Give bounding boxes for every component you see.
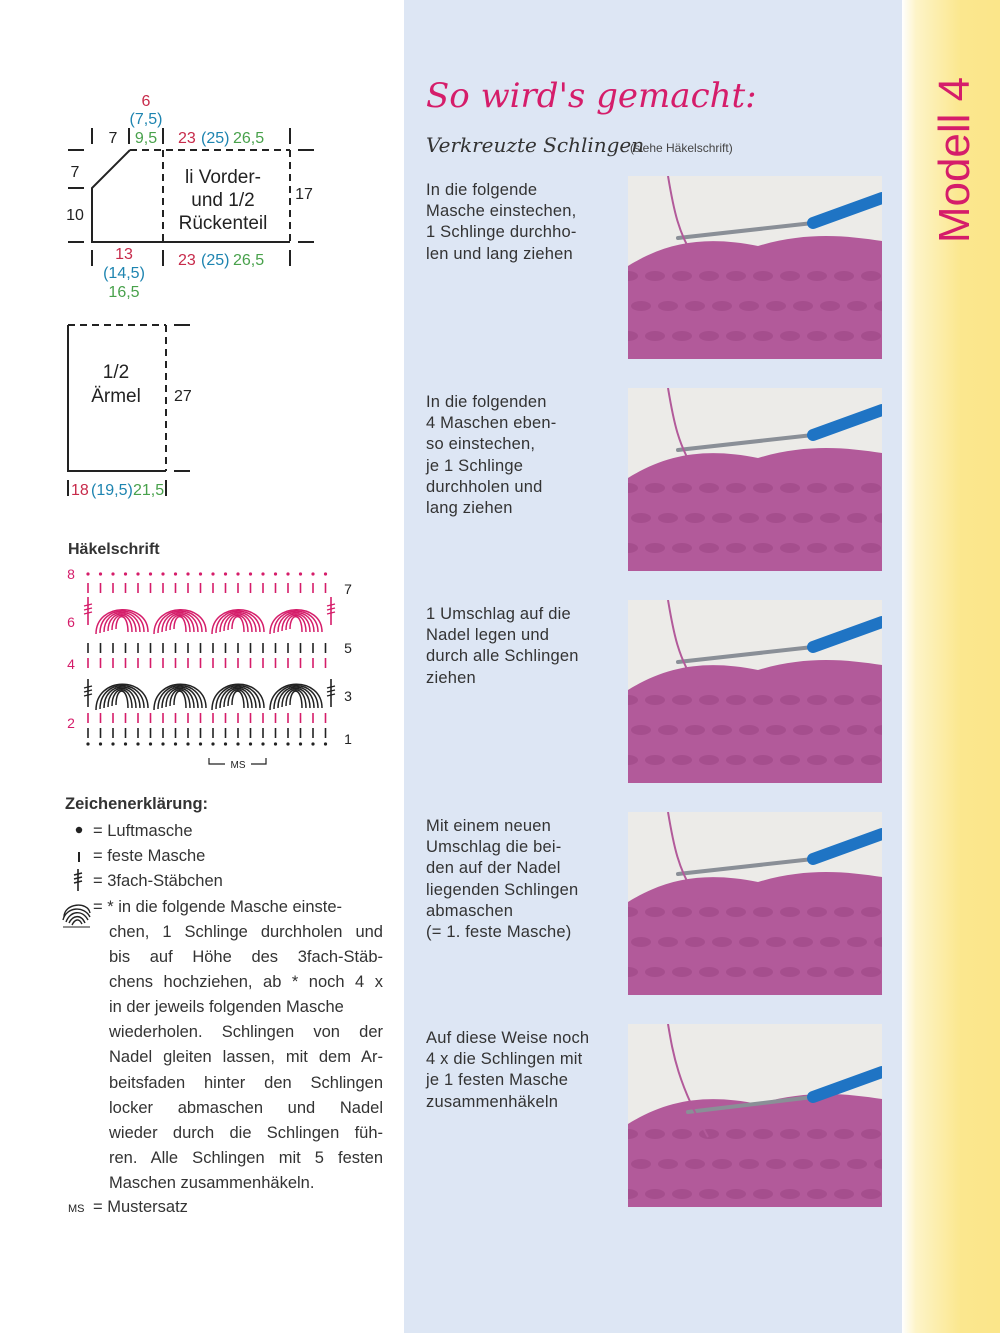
legend-loop-line: chens hochziehen, ab * noch 4 x: [109, 973, 383, 992]
chain-stitch: [274, 742, 277, 745]
chain-stitch: [236, 572, 239, 575]
triple-treble-bar: [327, 608, 335, 610]
chain-stitch: [199, 742, 202, 745]
step-line: Masche einstechen,: [426, 202, 577, 221]
chain-stitch: [161, 572, 164, 575]
size-label: 16,5: [108, 284, 140, 301]
step-line: ziehen: [426, 668, 476, 687]
triple-treble-bar: [84, 604, 92, 606]
chain-stitch: [211, 572, 214, 575]
row-number: 4: [67, 656, 75, 672]
piece-label: Rückenteil: [178, 213, 268, 234]
triple-treble-bar: [84, 690, 92, 692]
chain-stitch: [274, 572, 277, 575]
step-2-text: [426, 392, 621, 519]
legend-loop-line: in der jeweils folgenden Masche: [109, 998, 344, 1017]
chain-stitch: [186, 742, 189, 745]
chain-stitch: [324, 742, 327, 745]
chain-stitch: [261, 572, 264, 575]
size-label: (25): [201, 252, 230, 269]
instructions-subheading-note: (siehe Häkelschrift): [630, 141, 733, 155]
loop-cluster-strand: [290, 617, 302, 632]
loop-cluster-strand: [228, 615, 248, 632]
loop-cluster-strand: [174, 617, 186, 632]
legend-loop-line: Nadel gleiten lassen, mit dem Ar-: [109, 1048, 383, 1067]
step-3-text: [426, 604, 621, 689]
step-line: (= 1. feste Masche): [426, 923, 572, 942]
chain-stitch: [286, 572, 289, 575]
chain-stitch: [261, 742, 264, 745]
chain-stitch: [111, 572, 114, 575]
step-1-text: [426, 180, 621, 265]
model-label-text: Modell 4: [930, 76, 979, 244]
crochet-chart: [60, 562, 360, 777]
loop-cluster-strand: [286, 690, 306, 708]
step-line: 4 x die Schlingen mit: [426, 1050, 583, 1069]
row-number: 6: [67, 614, 75, 630]
chain-stitch: [86, 742, 89, 745]
size-label: 13: [115, 246, 133, 263]
row-number: 8: [67, 566, 75, 582]
size-label: 26,5: [233, 130, 265, 147]
chain-stitch: [149, 572, 152, 575]
legend-ms-abbr: MS: [68, 1203, 85, 1215]
row-number: 1: [344, 731, 352, 747]
loop-cluster-strand: [112, 615, 132, 632]
triple-treble-bar: [84, 612, 92, 614]
step-line: Umschlag die bei-: [426, 838, 562, 857]
legend-loop-line: Maschen zusammenhäkeln.: [109, 1173, 315, 1192]
row-number: 5: [344, 640, 352, 656]
triple-treble-bar: [327, 690, 335, 692]
chain-stitch: [299, 742, 302, 745]
step-3-photo: [628, 600, 882, 783]
step-line: lang ziehen: [426, 499, 513, 518]
dimension-label: 27: [174, 388, 192, 405]
step-line: abmaschen: [426, 901, 514, 920]
step-5-photo: [628, 1024, 882, 1207]
legend-loop-line: chen, 1 Schlinge durchholen und: [109, 923, 383, 941]
legend-loop-description: [109, 920, 383, 1196]
chain-stitch: [236, 742, 239, 745]
step-line: Mit einem neuen: [426, 817, 551, 835]
row-number: 2: [67, 715, 75, 731]
size-label: 18: [71, 482, 89, 499]
triple-treble-bar: [84, 686, 92, 688]
legend-item-triple: = 3fach-Stäbchen: [93, 872, 223, 890]
step-line: 1 Schlinge durchho-: [426, 223, 577, 242]
triple-treble-bar: [327, 612, 335, 614]
chain-stitch: [311, 742, 314, 745]
piece-label: li Vorder-: [184, 167, 262, 188]
step-line: liegenden Schlingen: [426, 880, 579, 899]
row-number: 3: [344, 688, 352, 704]
triple-treble-bar: [84, 608, 92, 610]
size-label: 26,5: [233, 252, 265, 269]
instructions-heading: So wird's gemacht:: [426, 76, 757, 116]
chain-stitch: [111, 742, 114, 745]
chain-stitch: [286, 742, 289, 745]
chain-stitch: [249, 742, 252, 745]
size-label: (14,5): [103, 265, 145, 282]
step-5-text: [426, 1028, 621, 1113]
step-line: durch alle Schlingen: [426, 647, 579, 666]
loop-cluster-strand: [286, 615, 306, 632]
chain-stitch: [199, 572, 202, 575]
size-label: (7,5): [129, 111, 163, 128]
legend-loop-line: wieder durch die Schlingen füh-: [109, 1123, 383, 1142]
step-line: len und lang ziehen: [426, 244, 573, 263]
chain-stitch: [174, 742, 177, 745]
piece-label: Ärmel: [91, 386, 141, 407]
instructions-subheading: Verkreuzte Schlingen: [426, 133, 645, 157]
chain-stitch: [249, 572, 252, 575]
model-label: [906, 60, 996, 260]
sleeve-schematic: [60, 315, 200, 505]
loop-cluster-strand: [232, 691, 244, 708]
loop-cluster-strand: [112, 690, 132, 708]
step-line: Auf diese Weise noch: [426, 1029, 590, 1047]
chain-stitch: [299, 572, 302, 575]
loop-cluster-strand: [174, 691, 186, 708]
chain-stitch: [311, 572, 314, 575]
step-line: so einstechen,: [426, 435, 536, 454]
step-line: 1 Umschlag auf die: [426, 605, 571, 623]
legend-loop-line: wiederholen. Schlingen von der: [109, 1023, 383, 1042]
loop-cluster-strand: [232, 617, 244, 632]
size-label: (25): [201, 130, 230, 147]
triple-treble-bar: [327, 686, 335, 688]
size-label: 23: [178, 252, 196, 269]
piece-label: und 1/2: [191, 190, 255, 211]
chain-stitch: [136, 742, 139, 745]
size-label: (19,5): [91, 482, 133, 499]
dimension-label: 17: [295, 186, 313, 203]
chain-stitch: [124, 572, 127, 575]
step-line: Nadel legen und: [426, 626, 550, 645]
chain-stitch: [174, 572, 177, 575]
step-line: In die folgenden: [426, 393, 547, 411]
step-line: In die folgende: [426, 181, 538, 199]
legend-loop-line: ren. Alle Schlingen mit 5 festen: [109, 1148, 383, 1167]
piece-label: 1/2: [102, 362, 130, 383]
loop-cluster-strand: [170, 690, 190, 708]
chain-stitch: [186, 572, 189, 575]
chain-stitch: [86, 572, 89, 575]
chain-stitch: [124, 742, 127, 745]
legend-item-loops: [93, 895, 383, 920]
chain-stitch: [211, 742, 214, 745]
step-4-text: [426, 816, 621, 943]
step-2-photo: [628, 388, 882, 571]
size-label: 6: [141, 93, 151, 110]
row-number: 7: [344, 581, 352, 597]
loop-cluster-icon: [63, 905, 90, 927]
triple-treble-bar: [84, 694, 92, 696]
step-line: je 1 Schlinge: [426, 456, 524, 475]
size-label: 21,5: [133, 482, 165, 499]
triple-treble-bar: [327, 694, 335, 696]
step-line: zusammenhäkeln: [426, 1092, 559, 1111]
body-schematic: [60, 88, 320, 303]
legend-item-ms: = Mustersatz: [93, 1198, 188, 1216]
legend-title: Zeichenerklärung:: [65, 795, 209, 813]
triple-treble-bar: [327, 604, 335, 606]
legend-item-chain: = Luftmasche: [93, 822, 193, 840]
chain-stitch: [224, 572, 227, 575]
loop-cluster-strand: [116, 691, 128, 708]
repeat-label: MS: [230, 760, 246, 771]
legend-item-single: = feste Masche: [93, 847, 206, 865]
step-line: je 1 festen Masche: [426, 1071, 569, 1090]
dot-icon: [76, 827, 82, 833]
chain-stitch: [161, 742, 164, 745]
size-label: 23: [178, 130, 196, 147]
chain-stitch: [99, 742, 102, 745]
chain-stitch: [99, 572, 102, 575]
size-label: 9,5: [134, 130, 158, 147]
chart-title: Häkelschrift: [68, 541, 160, 558]
loop-cluster-strand: [116, 617, 128, 632]
step-line: durchholen und: [426, 477, 543, 496]
legend-loop-line: beitsfaden hinter den Schlingen: [109, 1073, 383, 1092]
legend-loop-line: bis auf Höhe des 3fach-Stäb-: [109, 948, 383, 967]
legend-loop-line: = * in die folgende Masche einste-: [93, 898, 343, 916]
dimension-label: 10: [66, 207, 84, 224]
step-4-photo: [628, 812, 882, 995]
dimension-label: 7: [70, 164, 80, 181]
chain-stitch: [224, 742, 227, 745]
chain-stitch: [136, 572, 139, 575]
legend-loop-line: locker abmaschen und Nadel: [109, 1098, 383, 1117]
triple-treble-icon: [74, 869, 82, 891]
step-1-photo: [628, 176, 882, 359]
step-line: den auf der Nadel: [426, 859, 561, 878]
chain-stitch: [149, 742, 152, 745]
dimension-label: 7: [108, 130, 118, 147]
loop-cluster-strand: [228, 690, 248, 708]
step-line: 4 Maschen eben-: [426, 414, 557, 433]
loop-cluster-strand: [290, 691, 302, 708]
loop-cluster-strand: [170, 615, 190, 632]
chain-stitch: [324, 572, 327, 575]
